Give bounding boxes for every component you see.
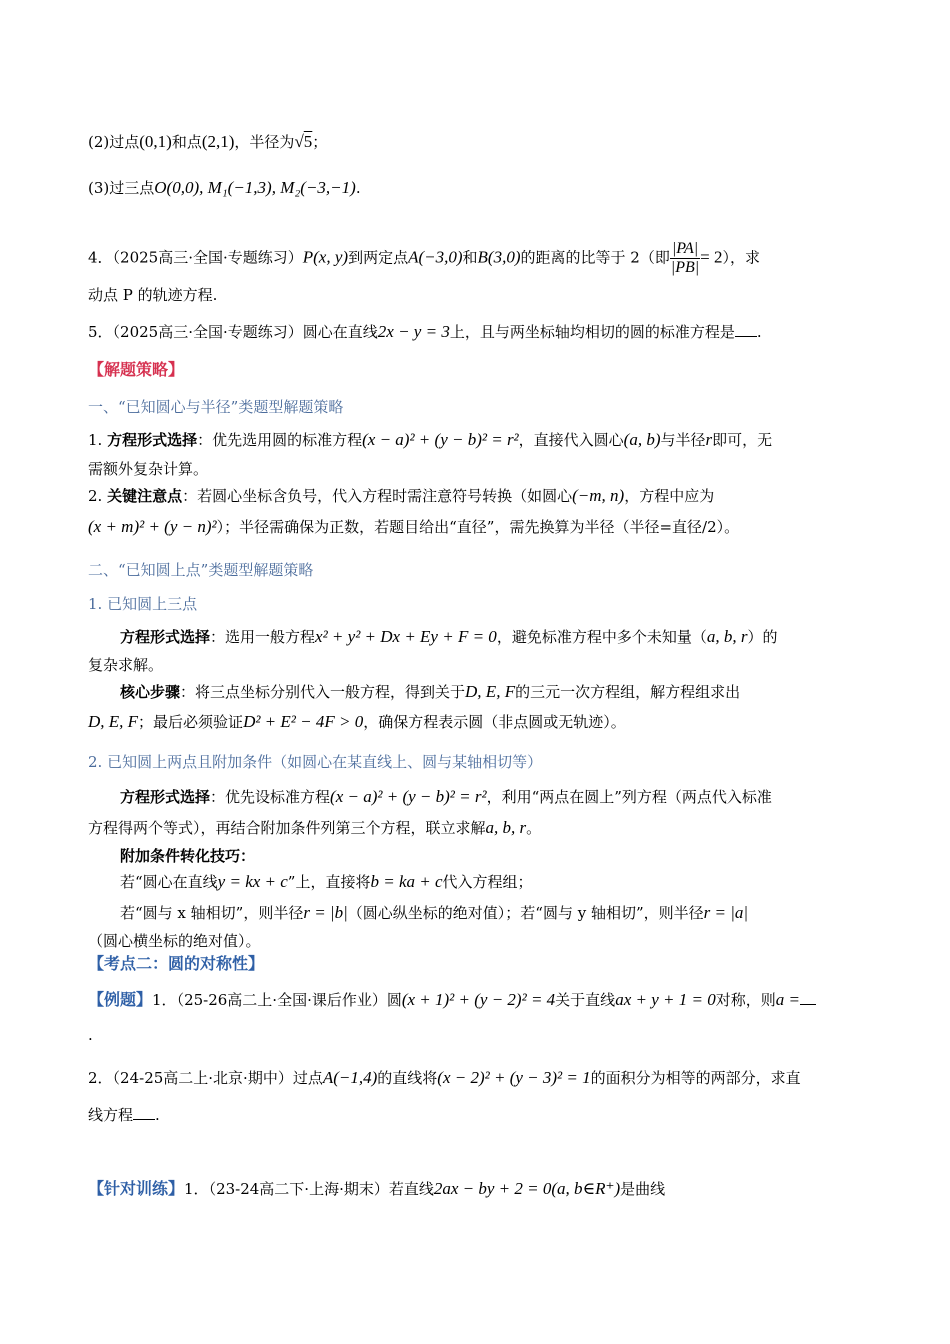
s1-item2-line2: (x + m)² + (y − n)²）；半径需确保为正数，若题目给出“直径”，需先换算为半径（半径=直径/2）。 [88,517,740,536]
s1-item2: 2. 关键注意点：若圆心坐标含负号，代入方程时需注意符号转换（如圆心(−m, n)，方程中应为 [88,486,715,505]
s1-item1-line2: 需额外复杂计算。 [88,460,209,478]
example-1: 【例题】1．（25-26高二上·全国·课后作业）圆(x + 1)² + (y − 2)² = 4关于直线ax + y + 1 = 0对称，则a = [88,990,816,1010]
item-2: (2)过点(0,1)和点(2,1)，半径为√5； [88,132,328,151]
answer-blank [133,1105,155,1120]
ratio-fraction: $\frac{|PA|}{|PB|}$ [670,240,700,276]
s2-form-line2: 复杂求解。 [88,656,164,674]
s2-tips-title: 附加条件转化技巧： [120,847,256,865]
section-1-title: 一、“已知圆心与半径”类题型解题策略 [88,398,344,416]
example-2-line2: 线方程 . [88,1106,160,1124]
s2-g: 方程形式选择：优先设标准方程(x − a)² + (y − b)² = r²，利用“两点在圆上”列方程（两点代入标准 [120,787,772,806]
question-4-line2: 动点 P 的轨迹方程. [88,286,218,304]
sqrt-symbol: √ [294,132,304,151]
s2-key-line2: D, E, F；最后必须验证D² + E² − 4F > 0，确保方程表示圆（非点圆或无轨迹）。 [88,712,626,731]
s2-form: 方程形式选择：选用一般方程x² + y² + Dx + Ey + F = 0，避免标准方程中多个未知量（a, b, r）的 [120,627,778,646]
s2-sub1: 1. 已知圆上三点 [88,595,198,613]
s1-item1: 1. 方程形式选择：优先选用圆的标准方程(x − a)² + (y − b)² = r²，直接代入圆心(a, b)与半径r即可，无 [88,430,773,449]
s2-tip1: 若“圆心在直线y = kx + c”上，直接将b = ka + c代入方程组； [120,872,533,891]
strategy-heading: 【解题策略】 [88,360,185,379]
s2-sub2: 2. 已知圆上两点且附加条件（如圆心在某直线上、圆与某轴相切等） [88,753,543,771]
item-3: (3)过三点O(0,0), M₁(−1,3), M₂(−3,−1). [88,178,361,197]
s2-tip2: 若“圆与 x 轴相切”，则半径r = |b|（圆心纵坐标的绝对值）；若“圆与 y 轴相切”，则半径r = |a| [120,903,749,922]
question-5: 5．（2025高三·全国·专题练习）圆心在直线2x − y = 3上，且与两坐标轴均相切的圆的标准方程是 . [88,322,762,341]
example-1-dot: . [88,1026,93,1044]
section-2-title: 二、“已知圆上点”类题型解题策略 [88,561,314,579]
s2-g-line2: 方程得两个等式），再结合附加条件列第三个方程，联立求解a, b, r。 [88,818,542,837]
example-2: 2．（24-25高二上·北京·期中）过点A(−1,4)的直线将(x − 2)² + (y − 3)² = 1的面积分为相等的两部分，求直 [88,1068,801,1087]
training-1: 【针对训练】1．（23-24高二下·上海·期末）若直线2ax − by + 2 = 0(a, b∈R⁺)是曲线 [88,1179,666,1198]
answer-blank [800,990,816,1005]
s2-tip2-line2: （圆心横坐标的绝对值）。 [88,932,261,950]
s2-key: 核心步骤：将三点坐标分别代入一般方程，得到关于D, E, F的三元一次方程组，解方程组求出 [120,682,741,701]
keypoint-2-heading: 【考点二：圆的对称性】 [88,954,265,973]
answer-blank [735,322,757,337]
question-4: 4．（2025高三·全国·专题练习）P(x, y)到两定点A(−3,0)和B(3,0)的距离的比等于 2（即 $\frac{|PA|}{|PB|}$ = 2），求 [88,240,760,276]
